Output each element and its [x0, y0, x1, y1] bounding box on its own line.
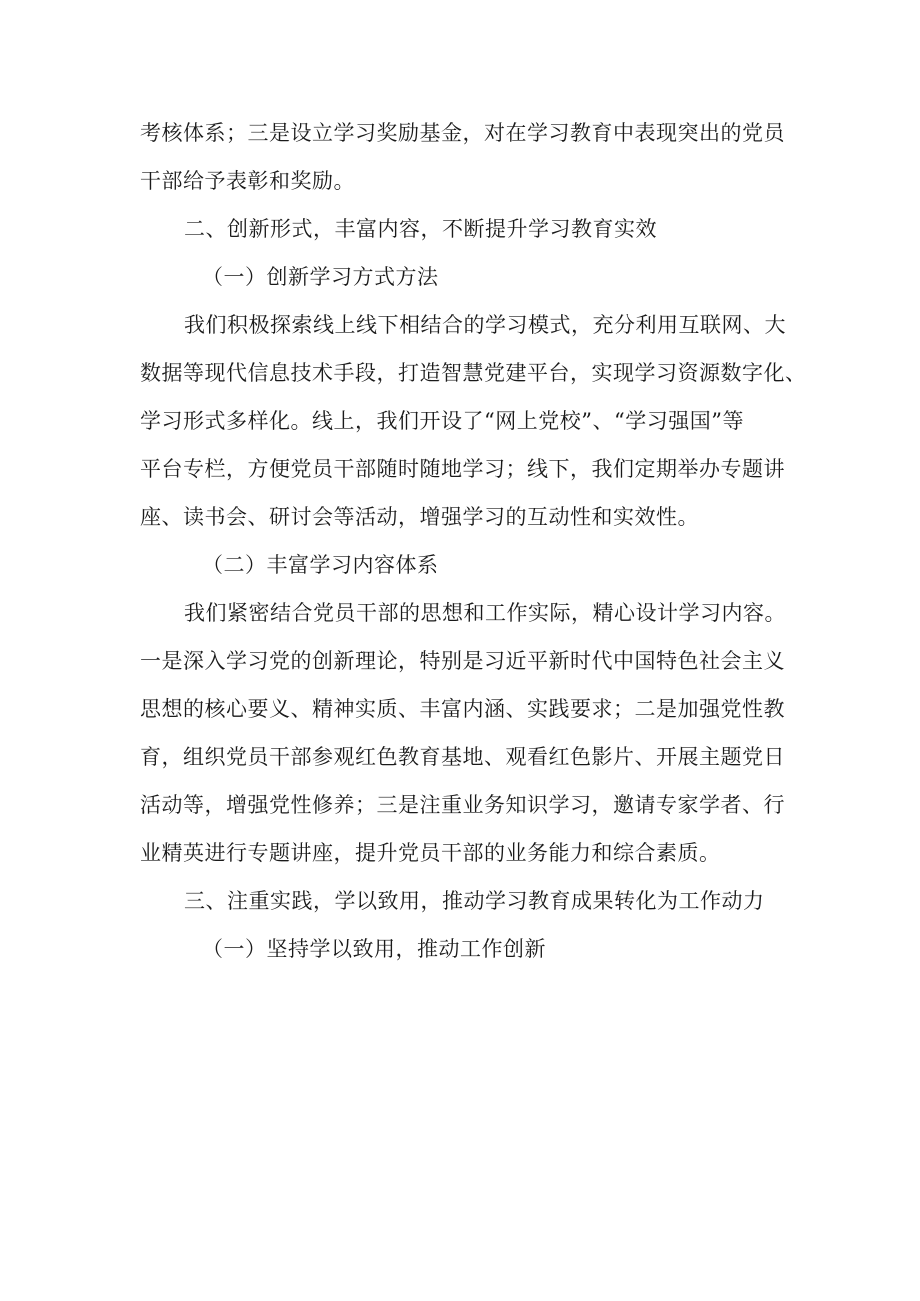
paragraph-line: 一是深入学习党的创新理论，特别是习近平新时代中国特色社会主义: [140, 649, 785, 673]
paragraph-line: 活动等，增强党性修养；三是注重业务知识学习，邀请专家学者、行: [140, 793, 785, 817]
paragraph-line: 育，组织党员干部参观红色教育基地、观看红色影片、开展主题党日: [140, 745, 785, 769]
paragraph-line: 思想的核心要义、精神实质、丰富内涵、实践要求；二是加强党性教: [140, 697, 785, 721]
paragraph-line: 考核体系；三是设立学习奖励基金，对在学习教育中表现突出的党员: [140, 121, 785, 145]
paragraph-line: 平台专栏，方便党员干部随时随地学习；线下，我们定期举办专题讲: [140, 457, 785, 481]
paragraph-line: 座、读书会、研讨会等活动，增强学习的互动性和实效性。: [140, 505, 699, 529]
paragraph-line: 我们紧密结合党员干部的思想和工作实际，精心设计学习内容。: [184, 601, 786, 625]
section-heading-two: 二、创新形式，丰富内容，不断提升学习教育实效: [184, 217, 657, 241]
paragraph-line: 数据等现代信息技术手段，打造智慧党建平台，实现学习资源数字化、: [140, 361, 807, 385]
paragraph-line: 干部给予表彰和奖励。: [140, 169, 355, 193]
subsection-heading: （二）丰富学习内容体系: [202, 553, 439, 577]
paragraph-line: 学习形式多样化。线上，我们开设了“网上党校”、“学习强国”等: [140, 409, 744, 433]
paragraph-line: 业精英进行专题讲座，提升党员干部的业务能力和综合素质。: [140, 841, 721, 865]
paragraph-line: 我们积极探索线上线下相结合的学习模式，充分利用互联网、大: [184, 313, 786, 337]
subsection-heading: （一）创新学习方式方法: [202, 265, 439, 289]
section-heading-three: 三、注重实践，学以致用，推动学习教育成果转化为工作动力: [184, 889, 765, 913]
subsection-heading: （一）坚持学以致用，推动工作创新: [202, 937, 546, 961]
